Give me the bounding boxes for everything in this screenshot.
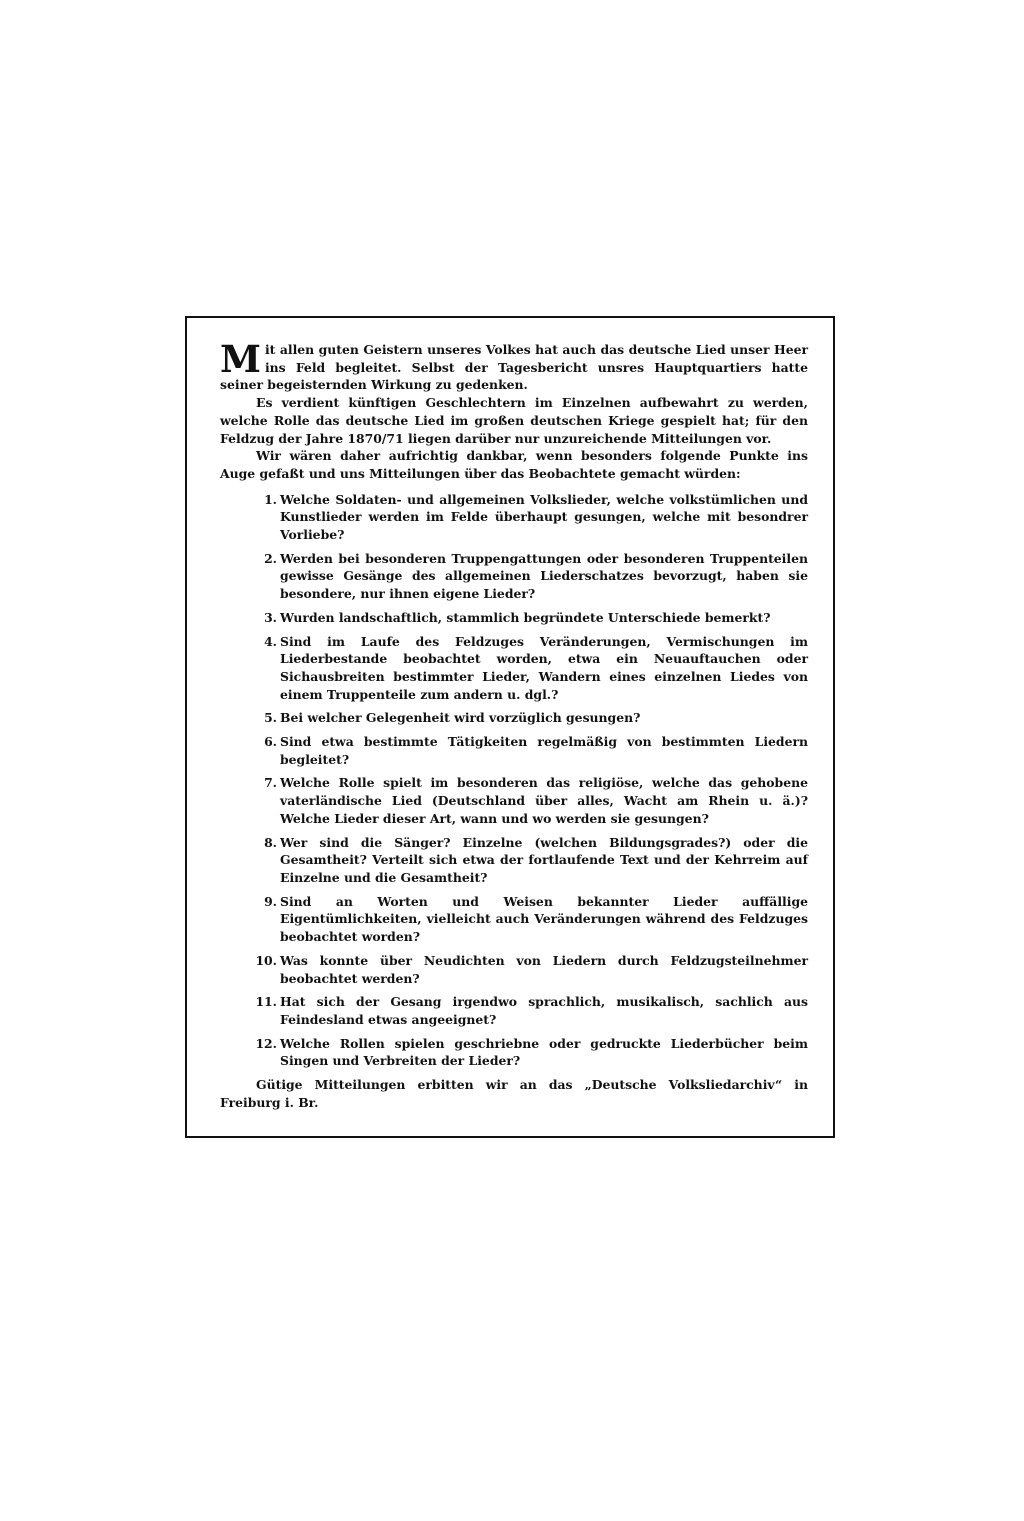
list-item-number: 2. (264, 550, 277, 566)
list-item-number: 11. (255, 994, 277, 1010)
list-item (220, 1035, 808, 1070)
paragraph-3: Wir wären daher aufrichtig dankbar, wenn besonders folgende Punkte ins Auge gefaßt und uns Mitteilungen über das Beobachtete gemacht würden: (220, 448, 808, 481)
list-item (220, 893, 808, 946)
list-item-text: Welche Rolle spielt im besonderen das religiöse, welche das gehobene vaterländische Lied (Deutschland über alles, Wacht am Rhein u. ä.)? Welche Lieder dieser Art, wann und wo werden sie gesungen? (280, 775, 808, 826)
list-item-number: 4. (264, 633, 277, 649)
list-item (220, 733, 808, 768)
list-item-text: Welche Rollen spielen geschriebne oder gedruckte Liederbücher beim Singen und Verbreiten der Lieder? (280, 1035, 808, 1069)
list-item-number: 10. (255, 952, 277, 968)
intro-text: it allen guten Geistern unseres Volkes hat auch das deutsche Lied unser Heer ins Feld begleitet. Selbst der Tagesbericht unsres Hauptquartiers hatte seiner begeisternden Wirkung zu gedenken. (220, 342, 808, 393)
list-item-text: Werden bei besonderen Truppengattungen oder besonderen Truppenteilen gewisse Gesänge des allgemeinen Liederschatzes bevorzugt, haben sie besondere, nur ihnen eigene Lieder? (280, 550, 808, 602)
list-item-number: 1. (264, 491, 277, 507)
list-item (220, 709, 808, 727)
list-item-number: 9. (264, 893, 277, 909)
list-item (220, 993, 808, 1028)
list-item (220, 834, 808, 887)
list-item-text: Wurden landschaftlich, stammlich begründete Unterschiede bemerkt? (280, 609, 771, 625)
paragraph-2: Es verdient künftigen Geschlechtern im Einzelnen aufbewahrt zu werden, welche Rolle das deutsche Lied im großen deutschen Kriege gespielt hat; für den Feldzug der Jahre 1870/71 liegen darüber nur unzureichende Mitteilungen vor. (220, 395, 808, 446)
question-list (220, 491, 808, 1070)
list-item-text: Sind im Laufe des Feldzuges Veränderungen, Vermischungen im Liederbestande beobachtet worden, etwa ein Neuauftauchen oder Sichausbreiten bestimmter Lieder, Wandern eines einzelnen Liedes von einem Truppenteile zum andern u. dgl.? (280, 633, 808, 702)
list-item-number: 3. (264, 609, 277, 625)
list-item-number: 8. (264, 834, 277, 850)
list-item-number: 7. (264, 775, 277, 791)
list-item-text: Hat sich der Gesang irgendwo sprachlich, musikalisch, sachlich aus Feindesland etwas angeeignet? (280, 994, 808, 1027)
list-item-text: Wer sind die Sänger? Einzelne (welchen Bildungsgrades?) oder die Gesamtheit? Verteilt sich etwa der fortlaufende Text und der Kehrreim auf Einzelne und die Gesamtheit? (280, 834, 808, 885)
list-item-number: 6. (264, 734, 277, 750)
intro-paragraph (220, 337, 808, 394)
list-item-text: Sind an Worten und Weisen bekannter Lieder auffällige Eigentümlichkeiten, vielleicht auch Veränderungen während des Feldzuges beobachtet worden? (280, 893, 808, 945)
list-item (220, 491, 808, 544)
list-item (220, 633, 808, 704)
list-item-number: 5. (264, 710, 277, 726)
list-item (220, 609, 808, 627)
list-item-text: Welche Soldaten- und allgemeinen Volkslieder, welche volkstümlichen und Kunstlieder werden im Felde überhaupt gesungen, welche mit besondrer Vorliebe? (280, 491, 808, 543)
list-item (220, 550, 808, 603)
list-item-number: 12. (255, 1035, 277, 1051)
list-item-text: Sind etwa bestimmte Tätigkeiten regelmäßig von bestimmten Liedern begleitet? (280, 734, 808, 767)
drop-cap-initial: M (220, 337, 261, 381)
list-item-text: Was konnte über Neudichten von Liedern durch Feldzugsteilnehmer beobachtet werden? (280, 952, 808, 986)
closing-paragraph: Gütige Mitteilungen erbitten wir an das „Deutsche Volksliedarchiv“ in Freiburg i. Br. (220, 1077, 808, 1110)
list-item (220, 952, 808, 987)
letter-body (220, 337, 808, 1111)
list-item (220, 774, 808, 827)
list-item-text: Bei welcher Gelegenheit wird vorzüglich gesungen? (280, 710, 641, 726)
